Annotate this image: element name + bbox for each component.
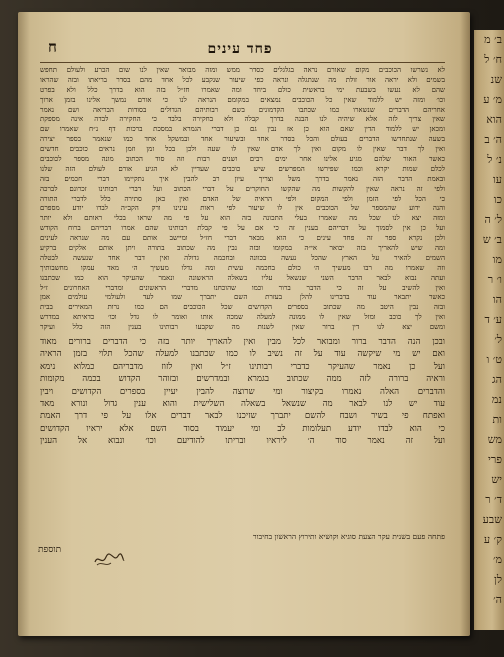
text-line: ומכאן יש ללמוד הדין שאם הוא כן אז נבין גם כן דברי הגמרא במסכת ברכות דף נ״ח שאמרו שם: [40, 125, 445, 134]
facing-line: עו: [492, 173, 502, 186]
text-line: בשעה שנתחדשו הדברים בעולם והכל בסדר אחד ובשיעור אחד ובמשקל אחד כמו שנאמר בספר יצירה: [40, 135, 445, 144]
text-line: אחריהם הדברים שנשארו כמו שכתבו הקדמונים בשם רבותיהם הגדולים בסודות הבריאה ושם נאמר: [40, 105, 445, 114]
facing-line: שנ: [490, 73, 502, 86]
facing-line: ח׳ ל: [484, 53, 502, 66]
facing-line: ות: [492, 413, 502, 426]
page-left-shadow: [18, 12, 30, 636]
facing-line: ב׳ מ: [484, 33, 502, 46]
text-line: השמים להאיר על הארץ שהכל נעשה בכוונה ובחכמה גדולה ואין דבר אחד שנעשה לבטלה: [40, 253, 445, 262]
running-header: [40, 38, 440, 60]
text-line: לכלם שמות יקרא וכמו שפירשו המפרשים שיש כוכבים שעדיין לא הגיע אורם לעולם הזה שלנו: [40, 164, 445, 173]
main-text-line: ועל כן נאמר שהעיקר כדברי רבותינו ז״ל ואין לזוז מדבריהם כמלוא נימא: [40, 361, 445, 372]
text-line: וכו׳ ומזה יש ללמוד שאין כל הכוכבים נמצאים במקומם הנראה לנו כי אורם נמשך אלינו בזמן ארוך: [40, 95, 445, 104]
facing-line: שבע: [482, 513, 502, 526]
facing-page-edge: [474, 30, 504, 630]
facing-line: לן: [494, 573, 502, 586]
text-line: ומה שיש להאריך בזה יבואר אי״ה במקומו ובזה נבין מה שכתוב בתורה ויתן אותם אלקים ברקיע: [40, 244, 445, 253]
facing-line: הג: [492, 373, 502, 386]
main-text-line: והדברים האלה נאמרו בקיצור ומי שרוצה להבין יעיין בספרים הקדושים ויבין: [40, 386, 445, 397]
text-line: ומזה יצא לנו שכל מה שאמרו בעלי התכונה בזה הוא על פי מה שראו בכלי ראותם ולא יותר: [40, 214, 445, 223]
facing-line: כו: [493, 193, 502, 206]
text-line: ועתה נבוא לבאר הדבר השני שנשאל עליו בשאלה הראשונה ונאמר שהעיקר הוא כמו שכתבנו: [40, 273, 445, 282]
catchword: תוספת: [38, 545, 62, 555]
facing-line: מ׳: [492, 553, 502, 566]
text-line: ולפי זה נראה שאין להקשות מה שהקשו החוקרים על דברי הכתוב ועל דברי רבותינו זכרונם לברכה: [40, 184, 445, 193]
running-title: פחד עינים: [207, 41, 273, 57]
facing-line: ל׳ ה: [484, 213, 502, 226]
closing-line: פתחה פעם בשנית עקר הצעת סוגיא וקושיא ותירוץ הראשון בחיבור: [252, 532, 445, 541]
text-line: כי הכל לפי הזמן ולפי המקום ולפי הראיה של האדם ואין כאן סתירה כלל לדברי התורה: [40, 194, 445, 203]
library-stamp-icon: [92, 548, 126, 570]
page-letter: ח: [48, 38, 57, 56]
text-block: [40, 66, 445, 448]
text-line: כאשר האור שלהם מגיע אלינו אחר ימים רבים ושנים רבות וזה סוד הכתוב מונה מספר לכוכבים: [40, 155, 445, 164]
facing-line: ק׳ ע: [483, 533, 502, 546]
text-line: ואין להשיב על זה כי הדבר ברור וכמו שהוכחנו מדברי הראשונים ומדברי האחרונים ז״ל: [40, 283, 445, 292]
facing-line: ב׳ ש: [482, 233, 502, 246]
facing-line: ד׳ ר: [485, 493, 502, 506]
facing-line: ע׳ ד: [484, 313, 502, 326]
text-line: ולכן נקרא ספר זה פחד עינים כי הוא מבאר דברי חז״ל ומיישב אותם עם מה שנראה לעינים: [40, 234, 445, 243]
main-text-line: וראיה ברורה לזה ממה שכתוב בגמרא ובמדרשים ובזוהר הקדוש בכמה מקומות: [40, 374, 445, 385]
facing-line: נ׳ ל: [487, 153, 502, 166]
main-text-line: כי הוא לבדו יודע תעלומות לב ומי יעמוד בסוד השם אלא יראיו הקדושים: [40, 423, 445, 434]
facing-line: הוא: [486, 113, 502, 126]
facing-line: ה׳ ב: [484, 133, 502, 146]
facing-line: מ׳ ע: [483, 93, 502, 106]
text-line: כאשר יתבאר עוד בדברינו להלן בעזרת השם יתברך שמו לעד ולעולמי עולמים אמן: [40, 293, 445, 302]
text-line: שהם לא נעשו בשבעת ימי בראשית כולם ביחד ומה שאמרו חז״ל בזה הוא בדרך כלל ולא בפרט: [40, 85, 445, 94]
text-line: ואין לך דבר שאין לו מקום ואין לך אדם שאין לו שעה ולכן בכל זמן וזמן נראים כוכבים חדשים: [40, 145, 445, 154]
text-line: וזה שאמרו מה רבו מעשיך ה׳ כולם בחכמה עשית ומה גדלו מעשיך ה׳ מאד עמקו מחשבותיך: [40, 263, 445, 272]
main-text-block: [40, 336, 445, 448]
facing-line: מש: [487, 433, 502, 446]
main-text-line: ובכן הנה הדבר ברור ומבואר לכל מבין ואין להאריך יותר בזה כי הדברים ברורים מאוד: [40, 337, 445, 348]
text-line: ואין לך כוכב ומזל שאין לו ממונה למעלה שמכה אותו ואומר לו גדל וכו׳ כדאיתא במדרש: [40, 313, 445, 322]
facing-line: הו: [492, 293, 502, 306]
facing-line: ה׳: [493, 593, 502, 606]
main-text-line: ואפתח פי בשיר ושבח להשם יתברך שזיכנו לבאר דברים אלו על פי דרך האמת: [40, 411, 445, 422]
text-line: שאין צריך לזה אלא שיהיה לנו הבנה בדרך קבלה ולא בחקירה בלבד כי החקירה לבדה אינה מספקת: [40, 115, 445, 124]
text-line: בשמים ולא יראה אור זולת מה שנתגלה ונראה כפי שיעור שנקבע לכל אחד מהם בסדר בריאתו ובזה שהראו: [40, 75, 445, 84]
header-rule: [40, 62, 445, 63]
facing-line: יש: [491, 473, 502, 486]
main-text-line: ואם יש מי שיקשה עוד על זה נשיב לו כמו שכתבנו למעלה שהכל תלוי בזמן הראיה: [40, 349, 445, 360]
commentary-block: [40, 66, 445, 333]
main-text-line: ועל זה נאמר סוד ה׳ ליראיו ובריתו להודיעם וכו׳ ונבוא אל הענין: [40, 436, 445, 447]
facing-line: ל׳: [494, 333, 502, 346]
facing-line: ט׳ ו: [486, 353, 502, 366]
facing-line: מו: [492, 253, 502, 266]
text-line: ובאמת הדבר הזה נאמר בדרך משל וצריך עיון רב להבין איך נתקיימו דברי חכמים בזה: [40, 174, 445, 183]
text-line: ומשם יצא לנו דין ברור שאין לשנות מה שקבעו רבותינו בענין הזה כלל ועיקר: [40, 323, 445, 332]
page-gutter-shadow: [460, 12, 470, 636]
text-line: ובזה נבין היטב מה שכתוב בספרים הקדושים שכל הכוכבים הם כמו נרות המאירים בבית: [40, 303, 445, 312]
text-line: והנה ידוע שהמספר של הכוכבים אין לו שיעור לפי ראות עינינו ורק הקב״ה לבדו יודע מספרם: [40, 204, 445, 213]
text-line: לא נשרשו הכוכבים מקום שאורם נראה בגלגלים כסדר ממש ומזה מבואר שאין לנו שום הכרע ולעולם תחפש: [40, 66, 445, 74]
facing-line: ו׳ ר: [487, 273, 502, 286]
facing-line: נמ: [491, 393, 502, 406]
main-text-line: עוד יש לנו לבאר מה שנשאל בשאלה השלישית והוא ענין גדול ונורא מאד: [40, 399, 445, 409]
text-line: ועל כן אין לסמוך על דבריהם בענין זה כי אם על פי קבלת רבותינו שהם אמרו דבריהם ברוח הקודש: [40, 224, 445, 233]
facing-line: פרי: [487, 453, 502, 466]
